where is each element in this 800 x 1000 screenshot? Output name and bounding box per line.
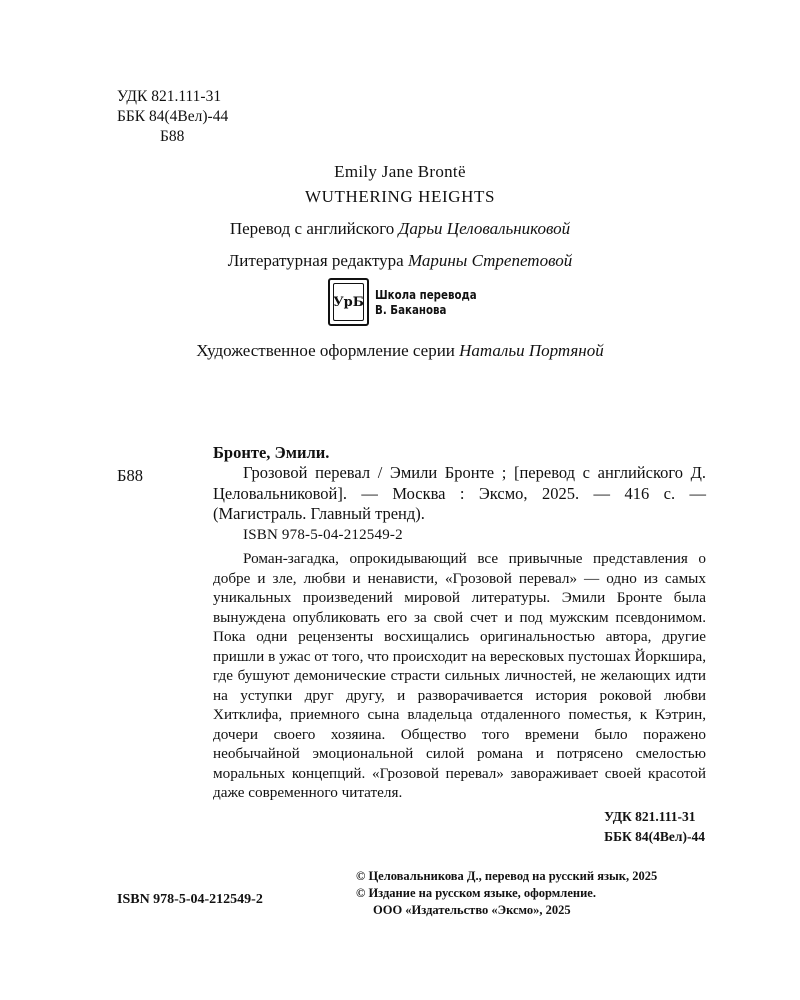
translation-credit (0, 219, 800, 239)
biblio-author-code: Б88 (117, 466, 143, 485)
translation-prefix: Перевод с английского (229, 219, 395, 238)
editor-prefix: Литературная редактура (227, 251, 404, 270)
original-author: Emily Jane Brontë (334, 162, 466, 181)
translation-school-logo (328, 277, 499, 327)
footer-isbn: ISBN 978-5-04-212549-2 (117, 892, 263, 907)
logo-line-2: В. Баканова (375, 302, 447, 317)
designer-name: Натальи Портяной (459, 341, 604, 360)
logo-caption (375, 287, 477, 317)
bbk-code: ББК 84(4Вел)-44 (117, 108, 229, 125)
biblio-description (213, 463, 706, 525)
classification-block (117, 87, 228, 147)
translator-name: Дарьи Целовальниковой (398, 219, 571, 238)
logo-monogram: УрБ (333, 283, 364, 321)
author-mark: Б88 (160, 128, 185, 145)
copyright-line-2: © Издание на русском языке, оформление. (356, 886, 596, 900)
copyright-line-3: ООО «Издательство «Эксмо», 2025 (373, 903, 571, 917)
footer-udk: УДК 821.111-31 (604, 809, 696, 824)
annotation (213, 549, 706, 803)
annotation-text: Роман-загадка, опрокидывающий все привычные представления о добре и зле, любви и ненависти, «Грозовой перевал» — одно из самых уникальных произведений мировой литературы. Эмили Бронте была вынуждена опубликовать его за свой счет и под мужским псевдонимом. Пока одни рецензенты восхищались оригинальностью автора, другие пришли в ужас от того, что происходит на вересковых пустошах Йоркшира, где бушуют демонические страсти сильных личностей, не желающих идти на уступки друг другу, и разворачивается история роковой любви Хитклифа, приемного сына владельца отдаленного поместья, к Кэтрин, дочери своего хозяина. Общество того времени было поражено необычайной эмоциональной силой романа и потрясено смелостью моральных концепций. «Грозовой перевал» завораживает своей красотой даже современного читателя. (213, 550, 706, 801)
editor-credit (0, 251, 800, 271)
design-credit (0, 341, 800, 361)
biblio-isbn: ISBN 978-5-04-212549-2 (243, 527, 403, 543)
copyright-line-1: © Целовальникова Д., перевод на русский язык, 2025 (356, 869, 658, 883)
editor-name: Марины Стрепетовой (407, 251, 573, 270)
biblio-author-heading: Бронте, Эмили. (213, 443, 330, 462)
design-prefix: Художественное оформление серии (196, 341, 455, 360)
classification-footer (604, 807, 705, 847)
footer-bbk: ББК 84(4Вел)-44 (604, 829, 705, 844)
biblio-description-text: Грозовой перевал / Эмили Бронте ; [перевод с английского Д. Целовальниковой]. — Москва : Эксмо, 2025. — 416 с. — (Магистраль. Главный тренд). (213, 463, 706, 523)
original-title: WUTHERING HEIGHTS (304, 187, 496, 206)
udk-code: УДК 821.111-31 (117, 88, 222, 105)
logo-line-1: Школа перевода (375, 287, 477, 302)
copyright-block (356, 868, 657, 919)
logo-emblem (328, 278, 369, 326)
